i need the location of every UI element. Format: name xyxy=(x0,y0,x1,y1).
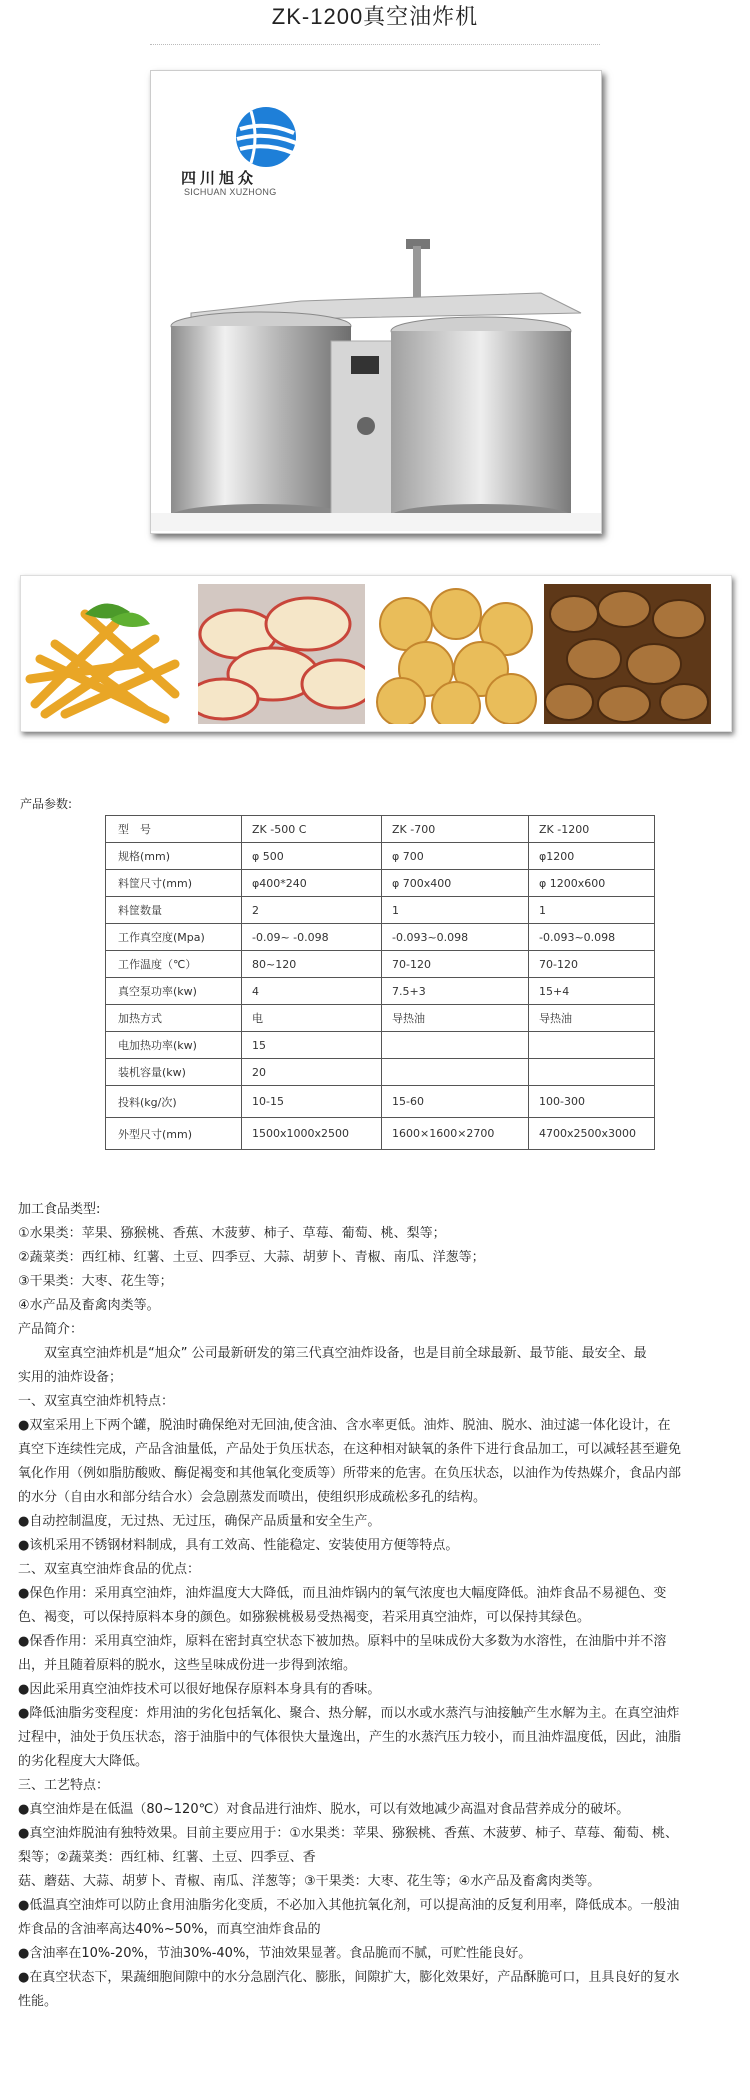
machine-illustration xyxy=(151,231,601,531)
text-line: 二、双室真空油炸食品的优点： xyxy=(18,1562,201,1577)
table-cell: 80~120 xyxy=(242,951,382,978)
product-description xyxy=(18,1198,738,2014)
text-line: ①水果类：苹果、猕猴桃、香蕉、木菠萝、柿子、草莓、葡萄、桃、梨等； xyxy=(18,1226,446,1241)
table-cell: 15+4 xyxy=(529,978,655,1005)
table-cell: 1600×1600×2700 xyxy=(382,1118,529,1150)
table-cell: φ400*240 xyxy=(242,870,382,897)
params-label: 产品参数: xyxy=(20,797,73,811)
table-cell: 电加热功率(kw) xyxy=(106,1032,242,1059)
text-line: 梨等；②蔬菜类：西红柿、红薯、土豆、四季豆、香 xyxy=(18,1850,316,1865)
table-header-cell: ZK -700 xyxy=(382,816,529,843)
table-cell xyxy=(382,1032,529,1059)
table-cell: 外型尺寸(mm) xyxy=(106,1118,242,1150)
text-line: ●因此采用真空油炸技术可以很好地保存原料本身具有的香味。 xyxy=(18,1682,381,1697)
text-line: ③干果类：大枣、花生等； xyxy=(18,1274,173,1289)
table-cell xyxy=(529,1059,655,1086)
table-row xyxy=(106,1086,655,1118)
text-line: 的劣化程度大大降低。 xyxy=(18,1754,149,1769)
text-line: 出，并且随着原料的脱水，这些呈味成份进一步得到浓缩。 xyxy=(18,1658,357,1673)
table-cell: 15 xyxy=(242,1032,382,1059)
text-line: ●保色作用：采用真空油炸，油炸温度大大降低，而且油炸锅内的氧气浓度也大幅度降低。油炸食品不易褪色、变 xyxy=(18,1586,667,1601)
table-cell xyxy=(382,1059,529,1086)
table-cell: 规格(mm) xyxy=(106,843,242,870)
text-line: 三、工艺特点： xyxy=(18,1778,110,1793)
text-line: 一、双室真空油炸机特点： xyxy=(18,1394,175,1409)
table-header-row xyxy=(106,816,655,843)
title-divider xyxy=(150,44,600,45)
table-cell: 真空泵功率(kw) xyxy=(106,978,242,1005)
table-header-cell: ZK -1200 xyxy=(529,816,655,843)
table-cell: 装机容量(kw) xyxy=(106,1059,242,1086)
text-line: 实用的油炸设备； xyxy=(18,1370,123,1385)
table-cell: φ 700x400 xyxy=(382,870,529,897)
table-row xyxy=(106,1005,655,1032)
table-cell: 加热方式 xyxy=(106,1005,242,1032)
table-cell: -0.09~ -0.098 xyxy=(242,924,382,951)
table-cell: 料筐尺寸(mm) xyxy=(106,870,242,897)
table-header-cell: 型 号 xyxy=(106,816,242,843)
table-cell: 2 xyxy=(242,897,382,924)
table-cell: 10-15 xyxy=(242,1086,382,1118)
text-line: ●该机采用不锈钢材料制成，具有工效高、性能稳定、安装使用方便等特点。 xyxy=(18,1538,459,1553)
table-cell: -0.093~0.098 xyxy=(382,924,529,951)
table-row xyxy=(106,1059,655,1086)
table-cell: 70-120 xyxy=(529,951,655,978)
fries-photo xyxy=(25,584,192,724)
food-photo-strip xyxy=(20,575,732,732)
text-line: 产品简介： xyxy=(18,1322,84,1337)
table-cell: 4700x2500x3000 xyxy=(529,1118,655,1150)
table-cell: 投料(kg/次) xyxy=(106,1086,242,1118)
table-cell: 导热油 xyxy=(382,1005,529,1032)
brand-name-cn: 四川旭众 xyxy=(181,169,258,187)
table-cell: 导热油 xyxy=(529,1005,655,1032)
text-line: 性能。 xyxy=(18,1994,58,2009)
table-row xyxy=(106,1032,655,1059)
text-line: 炸食品的含油率高达40%~50%，而真空油炸食品的 xyxy=(18,1922,321,1937)
table-cell xyxy=(529,1032,655,1059)
table-cell: -0.093~0.098 xyxy=(529,924,655,951)
text-line: ●自动控制温度，无过热、无过压，确保产品质量和安全生产。 xyxy=(18,1514,381,1529)
table-row xyxy=(106,1118,655,1150)
table-cell: 15-60 xyxy=(382,1086,529,1118)
table-row xyxy=(106,924,655,951)
table-cell: φ1200 xyxy=(529,843,655,870)
table-cell: 1 xyxy=(529,897,655,924)
page-title: ZK-1200真空油炸机 xyxy=(271,4,479,29)
table-header-cell: ZK -500 C xyxy=(242,816,382,843)
table-cell: 20 xyxy=(242,1059,382,1086)
table-cell: φ 500 xyxy=(242,843,382,870)
text-line: 氧化作用（例如脂肪酸败、酶促褐变和其他氧化变质等）所带来的危害。在负压状态，以油作为传热媒介，食品内部 xyxy=(18,1466,682,1481)
table-row xyxy=(106,870,655,897)
table-row xyxy=(106,897,655,924)
text-line: 真空下连续性完成，产品含油量低，产品处于负压状态，在这种相对缺氧的条件下进行食品加工，可以减轻甚至避免 xyxy=(18,1442,682,1457)
table-row xyxy=(106,978,655,1005)
table-cell: 电 xyxy=(242,1005,382,1032)
text-line: 的水分（自由水和部分结合水）会急剧蒸发而喷出，使组织形成疏松多孔的结构。 xyxy=(18,1490,487,1505)
text-line: ●在真空状态下，果蔬细胞间隙中的水分急剧汽化、膨胀，间隙扩大，膨化效果好，产品酥脆可口，且具良好的复水 xyxy=(18,1970,680,1985)
brand-name-en: SICHUAN XUZHONG xyxy=(184,187,277,197)
text-line: 加工食品类型: xyxy=(18,1202,101,1217)
text-line: ●低温真空油炸可以防止食用油脂劣化变质，不必加入其他抗氧化剂，可以提高油的反复利用率，降低成本。一般油 xyxy=(18,1898,680,1913)
text-line: 菇、蘑菇、大蒜、胡萝卜、青椒、南瓜、洋葱等；③干果类：大枣、花生等；④水产品及畜禽肉类等。 xyxy=(18,1874,601,1889)
banana-chips-photo xyxy=(371,584,538,724)
text-line: ●降低油脂劣变程度：炸用油的劣化包括氧化、聚合、热分解，而以水或水蒸汽与油接触产生水解为主。在真空油炸 xyxy=(18,1706,680,1721)
table-cell: 4 xyxy=(242,978,382,1005)
product-photo xyxy=(150,70,602,534)
table-cell: 工作真空度(Mpa) xyxy=(106,924,242,951)
table-cell: 1500x1000x2500 xyxy=(242,1118,382,1150)
table-row xyxy=(106,843,655,870)
text-line: 双室真空油炸机是“旭众” 公司最新研发的第三代真空油炸设备，也是目前全球最新、最节能、最安全、最 xyxy=(18,1346,647,1361)
apple-chips-photo xyxy=(198,584,365,724)
text-line: ●含油率在10%-20%，节油30%-40%，节油效果显著。食品脆而不腻，可贮性能良好。 xyxy=(18,1946,532,1961)
table-cell: 7.5+3 xyxy=(382,978,529,1005)
table-cell: 70-120 xyxy=(382,951,529,978)
table-cell: 工作温度（℃） xyxy=(106,951,242,978)
table-cell: φ 1200x600 xyxy=(529,870,655,897)
table-cell: 料筐数量 xyxy=(106,897,242,924)
table-cell: φ 700 xyxy=(382,843,529,870)
spec-table xyxy=(105,815,655,1150)
table-row xyxy=(106,951,655,978)
text-line: ●真空油炸是在低温（80~120℃）对食品进行油炸、脱水，可以有效地减少高温对食品营养成分的破坏。 xyxy=(18,1802,630,1817)
text-line: ●真空油炸脱油有独特效果。目前主要应用于：①水果类：苹果、猕猴桃、香蕉、木菠萝、柿子、草莓、葡萄、桃、 xyxy=(18,1826,678,1841)
table-cell: 100-300 xyxy=(529,1086,655,1118)
text-line: ④水产品及畜禽肉类等。 xyxy=(18,1298,160,1313)
text-line: ●保香作用：采用真空油炸，原料在密封真空状态下被加热。原料中的呈味成份大多数为水溶性，在油脂中并不溶 xyxy=(18,1634,667,1649)
fried-beans-photo xyxy=(544,584,711,724)
text-line: ●双室采用上下两个罐，脱油时确保绝对无回油,使含油、含水率更低。油炸、脱油、脱水、油过滤一体化设计，在 xyxy=(18,1418,671,1433)
text-line: 色、褐变，可以保持原料本身的颜色。如猕猴桃极易受热褐变，若采用真空油炸，可以保持其绿色。 xyxy=(18,1610,591,1625)
text-line: ②蔬菜类：西红柿、红薯、土豆、四季豆、大蒜、胡萝卜、青椒、南瓜、洋葱等； xyxy=(18,1250,485,1265)
table-cell: 1 xyxy=(382,897,529,924)
text-line: 过程中，油处于负压状态，溶于油脂中的气体很快大量逸出，产生的水蒸汽压力较小，而且油炸温度低，因此，油脂 xyxy=(18,1730,682,1745)
